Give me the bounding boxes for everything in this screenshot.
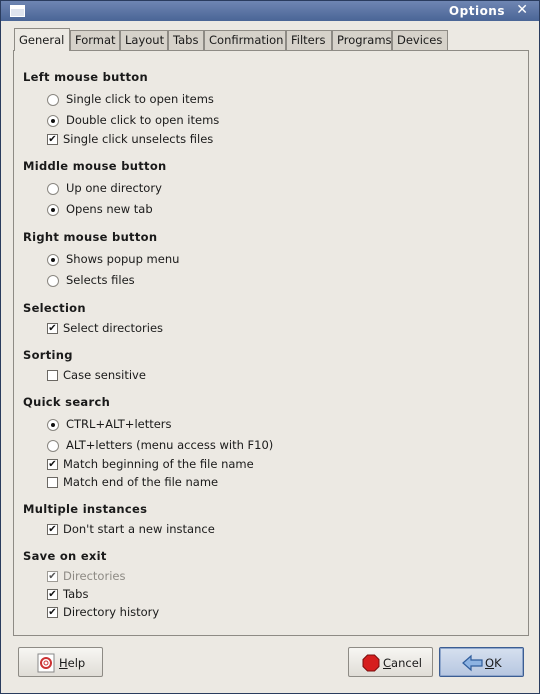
tab-general[interactable]: General	[14, 28, 70, 51]
checkbox-label: Match beginning of the file name	[63, 457, 254, 471]
cancel-mnemonic: C	[383, 656, 392, 670]
radio-label: CTRL+ALT+letters	[66, 417, 172, 431]
radio-label: Double click to open items	[66, 113, 220, 127]
section-sorting: Sorting	[23, 348, 73, 362]
checkbox-label: Single click unselects files	[63, 132, 214, 146]
help-button[interactable]	[18, 647, 103, 677]
help-icon	[37, 653, 55, 673]
help-label	[59, 656, 85, 670]
checkbox-label: Don't start a new instance	[63, 522, 215, 536]
radio-label: Opens new tab	[66, 202, 153, 216]
ok-button[interactable]	[439, 647, 524, 677]
checkbox-label: Tabs	[63, 587, 89, 601]
title-bar[interactable]	[1, 1, 539, 21]
checkbox: ✔	[48, 571, 57, 582]
checkbox[interactable]: ✔	[48, 134, 57, 145]
radio-label: ALT+letters (menu access with F10)	[66, 438, 274, 452]
radio-label: Up one directory	[66, 181, 162, 195]
checkbox-label: Match end of the file name	[63, 475, 219, 489]
tab-tabs[interactable]: Tabs	[168, 30, 204, 50]
cancel-button[interactable]	[348, 647, 433, 677]
ok-label	[485, 656, 502, 670]
checkbox-label: Select directories	[63, 321, 164, 335]
radio-label: Single click to open items	[66, 92, 214, 106]
radio-button[interactable]	[47, 275, 59, 287]
tab-format[interactable]: Format	[70, 30, 120, 50]
checkbox[interactable]	[47, 477, 58, 488]
ok-label-rest: K	[494, 656, 502, 670]
help-label-rest: elp	[67, 656, 86, 670]
radio-button[interactable]	[47, 419, 59, 431]
section-quick-search: Quick search	[23, 395, 111, 409]
section-selection: Selection	[23, 301, 86, 315]
radio-button[interactable]	[47, 183, 59, 195]
section-left-mouse: Left mouse button	[23, 70, 148, 84]
radio-button[interactable]	[47, 254, 59, 266]
checkbox-label: Directory history	[63, 605, 160, 619]
radio-button[interactable]	[47, 440, 59, 452]
cancel-label-rest: ancel	[391, 656, 422, 670]
radio-label: Selects files	[66, 273, 135, 287]
cancel-label	[383, 656, 422, 670]
arrow-left-icon	[462, 654, 484, 672]
tab-confirmation[interactable]: Confirmation	[204, 30, 286, 50]
tab-layout[interactable]: Layout	[120, 30, 168, 50]
checkbox-label: Case sensitive	[63, 368, 146, 382]
tab-filters[interactable]: Filters	[286, 30, 332, 50]
window-title: Options	[448, 4, 505, 18]
section-save-on-exit: Save on exit	[23, 549, 107, 563]
section-middle-mouse: Middle mouse button	[23, 159, 167, 173]
checkbox-label: Directories	[63, 569, 126, 583]
radio-button[interactable]	[47, 204, 59, 216]
help-mnemonic: H	[59, 656, 68, 670]
stop-icon	[362, 654, 380, 672]
section-right-mouse: Right mouse button	[23, 230, 158, 244]
checkbox[interactable]: ✔	[48, 323, 57, 334]
radio-button[interactable]	[47, 94, 59, 106]
section-multiple-instances: Multiple instances	[23, 502, 148, 516]
checkbox[interactable]: ✔	[48, 524, 57, 535]
tab-programs[interactable]: Programs	[332, 30, 392, 50]
tab-devices[interactable]: Devices	[392, 30, 448, 50]
checkbox[interactable]	[47, 370, 58, 381]
ok-mnemonic: O	[485, 656, 495, 670]
radio-button[interactable]	[47, 115, 59, 127]
window-menu-icon[interactable]	[10, 5, 25, 17]
close-icon[interactable]: ✕	[516, 2, 528, 18]
general-panel	[13, 50, 529, 636]
radio-label: Shows popup menu	[66, 252, 180, 266]
checkbox[interactable]: ✔	[48, 607, 57, 618]
checkbox[interactable]: ✔	[48, 589, 57, 600]
checkbox[interactable]: ✔	[48, 459, 57, 470]
